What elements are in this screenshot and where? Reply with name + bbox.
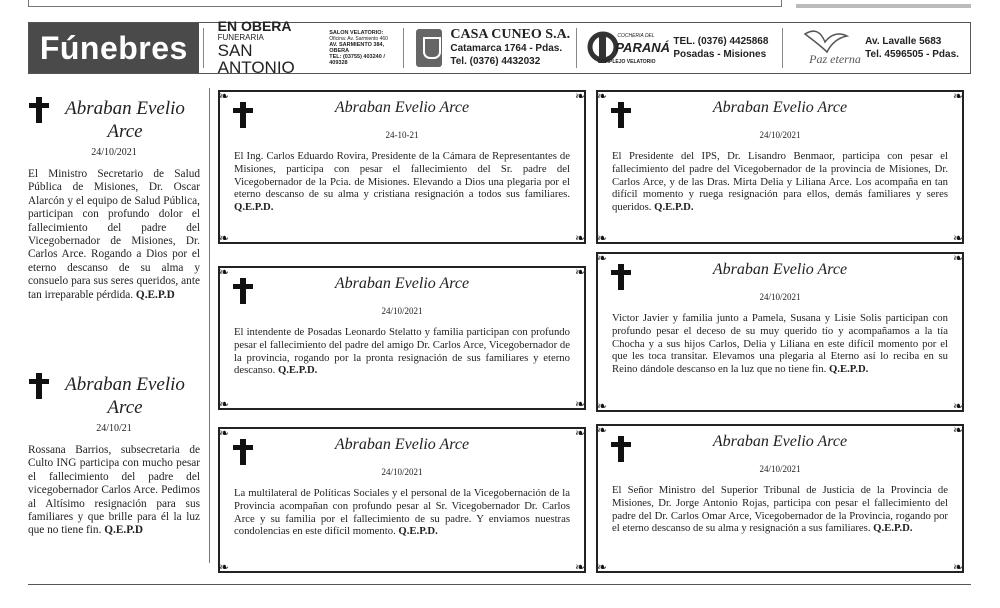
corner-ornament-icon: ❧ [574,560,586,574]
notice-text [28,168,200,302]
corner-ornament-icon: ❧ [596,231,608,245]
corner-ornament-icon: ❧ [218,89,230,103]
obituary-card [218,427,586,573]
notice-name: Abraban Evelio Arce [65,98,185,142]
ad1-line2: FUNERARIA [217,33,264,42]
card-date: 24-10-21 [385,130,419,140]
cross-icon [610,436,632,462]
card-name: Abraban Evelio Arce [334,275,470,292]
notice-name: Abraban Evelio Arce [65,374,185,418]
card-date: 24/10/2021 [381,306,423,316]
corner-ornament-icon: ❧ [596,560,608,574]
ad-paz-eterna [865,23,970,73]
card-closing: Q.E.P.D. [277,364,318,377]
card-date: 24/10/2021 [759,464,801,474]
notice-closing: Q.E.P.D [135,288,175,301]
parana-logo [587,29,670,67]
notice-text [28,444,200,538]
corner-ornament-icon: ❧ [596,89,608,103]
card-body: El Ing. Carlos Eduardo Rovira, Presidente de la Cámara de Representantes de Misiones, participa con pesar el fallecimiento del Sr. padre del Vicegobernador de la Pcia. de Misiones. Elevando a Dios una plegaria por el eterno descanso de su alma y cristiana resignación a todos sus familiares. [234,150,570,201]
cross-icon [610,102,632,128]
ad1-salon: SALON VELATORIO: [329,30,384,36]
card-text [598,150,962,214]
card-text [598,312,962,376]
divider [782,28,783,68]
corner-ornament-icon: ❧ [952,231,964,245]
corner-ornament-icon: ❧ [952,423,964,437]
top-rule [28,0,782,7]
corner-ornament-icon: ❧ [574,397,586,411]
notice-date: 24/10/21 [96,423,132,434]
cross-icon [610,264,632,290]
obituary-card [218,266,586,410]
card-body: La multilateral de Políticas Sociales y el personal de la Vicegobernación de la Provincia acompañan con profundo pesar al Sr. Vicegobernador Dr. Carlos Arce y su familia por el fallecimiento de su padre. Y enviamos nuestras condolencias en este difícil momento. [234,487,570,538]
cross-icon [232,278,254,304]
cross-icon [232,439,254,465]
corner-ornament-icon: ❧ [574,426,586,440]
shield-logo-icon [416,29,443,67]
notice-closing: Q.E.P.D [104,524,144,537]
card-name: Abraban Evelio Arce [712,99,848,116]
obituary-card [596,252,964,412]
card-closing: Q.E.P.D. [873,522,913,535]
notice-body: El Ministro Secretario de Salud Pública de Misiones, Dr. Oscar Alarcón y el equipo de Salud Pública, participan con profundo dolor el fallecimiento del padre del Vicegobernador de Misiones, Dr. Carlos Arce. Rogando a Dios por el eterno descanso de su alma y consuelo para sus seres queridos, ante tan irreparable pérdida. [28,168,200,301]
ad1-tel: TEL: (03755) 403240 / 409328 [329,54,385,66]
card-body: El intendente de Posadas Leonardo Stelatto y familia participan con profundo pesar el fallecimiento del padre del amigo Dr. Carlos Arce, Vicegobernador de la provincia, rogando por la pronta resignación de sus familiares y eterno descanso. [234,326,570,377]
divider [203,28,204,68]
ad3-tel: TEL. (0376) 4425868 [673,36,769,47]
card-closing: Q.E.P.D. [398,525,438,538]
obituary-card [218,90,586,244]
corner-ornament-icon: ❧ [218,231,230,245]
card-text [220,487,584,538]
corner-ornament-icon: ❧ [952,399,964,413]
paz-eterna-text: Paz eterna [809,52,861,66]
card-closing: Q.E.P.D. [234,201,274,214]
ad2-addr: Catamarca 1764 - Pdas. [450,43,563,54]
divider [576,28,577,68]
left-notice [28,373,200,538]
corner-ornament-icon: ❧ [574,231,586,245]
card-body: El Presidente del IPS, Dr. Lisandro Benmaor, participa con pesar el fallecimiento del padre del Vicegobernador de la provincia de Misiones, Dr. Carlos Arce, y de las Dras. Mirta Delia y Liliana Arce. Los acompaña en tan difícil momento y ruega resignación para ellos, demás familiares y seres queridos. [612,150,948,214]
ad4-tel: Tel. 4596505 - Pdas. [865,49,959,60]
card-name: Abraban Evelio Arce [712,261,848,278]
card-name: Abraban Evelio Arce [334,436,470,453]
card-date: 24/10/2021 [759,292,801,302]
cross-icon [232,102,254,128]
card-text [220,150,584,214]
obituary-card [596,90,964,244]
corner-ornament-icon: ❧ [952,560,964,574]
corner-ornament-icon: ❧ [218,397,230,411]
parana-logo-small: COCHERIA DEL [617,33,655,39]
column-divider [209,88,210,563]
paz-eterna-logo [795,26,861,70]
corner-ornament-icon: ❧ [218,426,230,440]
corner-ornament-icon: ❧ [218,265,230,279]
ad4-addr: Av. Lavalle 5683 [865,36,942,47]
divider [403,28,404,68]
ad-funeraria-san-antonio [208,18,399,77]
section-title: Fúnebres [29,23,199,73]
ad-casa-cuneo [450,23,572,73]
bottom-rule [28,584,971,585]
parana-logo-big: PARANÁ [615,40,670,55]
left-notice [28,97,200,302]
cross-icon [28,373,50,399]
parana-logo-sub: COMPLEJO VELATORIO [597,59,656,65]
card-date: 24/10/2021 [381,467,423,477]
corner-ornament-icon: ❧ [574,265,586,279]
card-date: 24/10/2021 [759,130,801,140]
card-name: Abraban Evelio Arce [712,433,848,450]
card-body: Victor Javier y familia junto a Pamela, Susana y Lisie Solis participan con profundo pesar el deceso de su muy querido tío y acompañamos a la tía Chocha y a sus hijos Carlos, Delia y Liliana en este difícil momento por el que les toca transitar. Elevamos una plegaria al Eterno así lo reciba en su Reino dándole descanso en la luz que no tiene fin. [612,312,948,376]
notice-date: 24/10/2021 [91,147,137,158]
ad1-oficina: Oficina: Av. Sarmiento 460 [329,36,388,42]
corner-ornament-icon: ❧ [952,89,964,103]
card-name: Abraban Evelio Arce [334,99,470,116]
funeral-header [28,18,971,77]
corner-ornament-icon: ❧ [574,89,586,103]
card-text [598,484,962,535]
ad1-line1: EN OBERA [217,18,292,34]
corner-ornament-icon: ❧ [596,423,608,437]
card-text [220,326,584,377]
ad1-addr: AV. SARMIENTO 384, OBERA [329,42,385,54]
card-body: El Señor Ministro del Superior Tribunal de Justicia de la Provincia de Misiones, Dr. Jorge Antonio Rojas, participa con pesar el fallecimiento del padre del Dr. Carlos Omar Arce, Vicegobernador de la Provincia, rogando por el eterno descanso de su alma y resignación a sus familiares. [612,484,948,535]
ad2-tel: Tel. (0376) 4432032 [450,56,541,67]
ad-cocheria-parana [673,23,778,73]
ad2-name: CASA CUNEO S.A. [450,27,571,42]
corner-ornament-icon: ❧ [218,560,230,574]
notice-body: Rossana Barrios, subsecretaria de Culto ING participa con mucho pesar el fallecimiento del padre del vicegobernador Carlos Arce. Pedimos al Altísimo resignación para sus familiares y que brille para él la luz que no tiene fin. [28,444,200,537]
obituary-card [596,424,964,573]
card-closing: Q.E.P.D. [654,201,694,214]
corner-ornament-icon: ❧ [596,399,608,413]
corner-ornament-icon: ❧ [952,251,964,265]
cross-icon [28,97,50,123]
card-closing: Q.E.P.D. [828,363,869,376]
ad3-city: Posadas - Misiones [673,49,767,60]
top-gray-bar [796,4,971,8]
ad1-line3: SAN ANTONIO [217,41,295,77]
corner-ornament-icon: ❧ [596,251,608,265]
